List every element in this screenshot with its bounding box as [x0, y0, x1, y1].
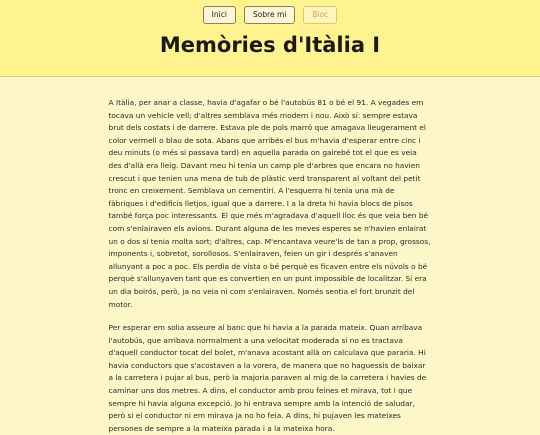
- article-body: [109, 77, 432, 435]
- page-header: [0, 0, 540, 77]
- page-title: Memòries d'Itàlia I: [159, 33, 381, 57]
- nav-blog-button[interactable]: Bloc: [303, 6, 337, 24]
- nav-about-button[interactable]: Sobre mi: [244, 6, 295, 24]
- nav-home-button[interactable]: Inici: [203, 6, 236, 24]
- article-paragraph: A Itàlia, per anar a classe, havia d'agafar o bé l'autobús 81 o bé el 91. A vegades em tocava un vehicle vell; d'altres semblava més modern i nou. Això sí: sempre estava brut dels costats i de darrere. Estava ple de pols marró que amagava lleugerament el color vermell o blau de sota. Abans que arribés el bus m'havia d'esperar entre cinc i deu minuts (o més si passava tard) en aquella parada on gairebé tot el que es veia des d'allà era lleig. Davant meu hi tenia un camp ple d'arbres que encara no havien crescut i que tenien una mena de tub de plàstic verd transparent al voltant del petit tronc en creixement. Semblava un cementiri. A l'esquerra hi tenia una mà de fàbriques i d'edificis lletjos, igual que a darrere. I a la dreta hi havia blocs de pisos també força poc interessants. El que més m'agradava d'aquell lloc és que veia ben bé com s'enlairaven els avions. Durant alguna de les meves esperes se n'havien enlairat un o dos si tenia molta sort; d'altres, cap. M'encantava veure'ls de tan a prop, grossos, imponents i, sobretot, sorollosos. S'enlairaven, feien un gir i després s'anaven allunyant a poc a poc. Els perdia de vista o bé perquè es ficaven entre els núvols o bé perquè s'allunyaven tant que es convertien en un punt impossible de localitzar. Si era un dia boirós, però, ja no veia ni com s'enlairaven. Només sentia el fort brunzit del motor.: [108, 98, 431, 309]
- top-nav: [0, 6, 540, 24]
- article-paragraph: Per esperar em solia asseure al banc que hi havia a la parada mateix. Quan arribava l'autobús, que arribava normalment a una velocitat moderada si no es tractava d'aquell conductor tocat del bolet, m'anava acostant allà on calculava que pararia. Hi havia conductors que s'acostaven a la vorera, de manera que no haguessis de baixar a la carretera i pujar al bus, però la majoria paraven al mig de la carretera i havies de caminar uns dos metres. A dins, el conductor amb prou feines et mirava, tot i que sempre hi havia alguna excepció. Jo hi entrava sempre amb la intenció de saludar, però si el conductor ni em mirava ja no ho feia. A dins, hi pujaven les mateixes persones de sempre a la mateixa parada i a la mateixa hora.: [108, 323, 427, 433]
